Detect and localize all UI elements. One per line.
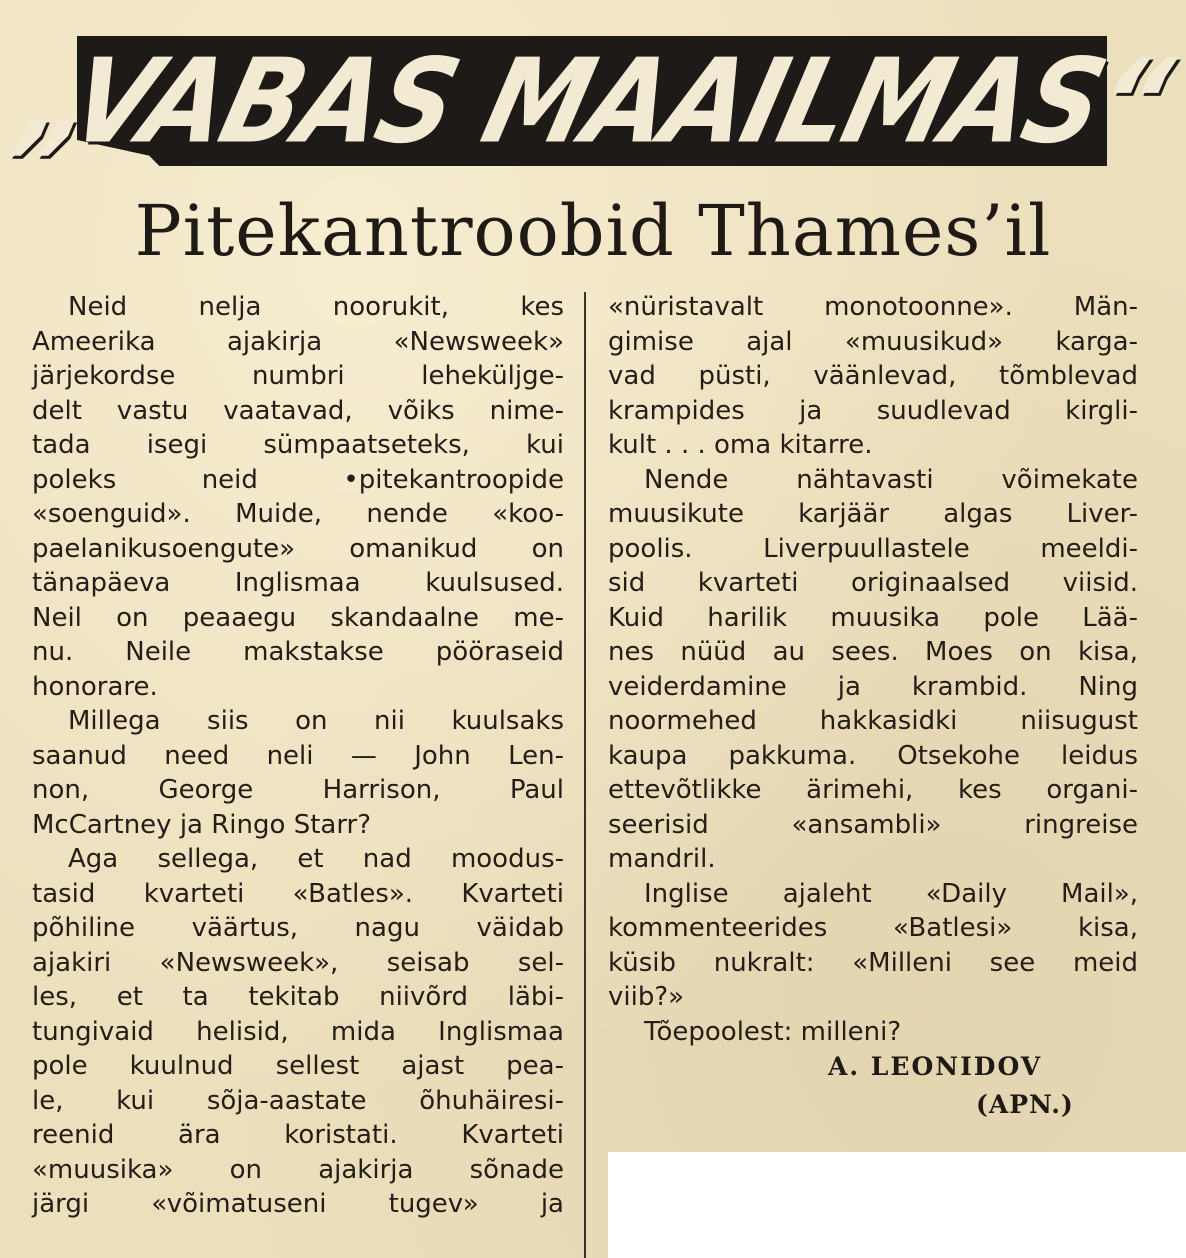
text-line: le, kui sõja-aastate õhuhäiresi- bbox=[32, 1085, 564, 1116]
text-line: kaupa pakkuma. Otsekohe leidus bbox=[608, 740, 1138, 771]
text-line: Inglise ajaleht «Daily Mail», bbox=[644, 878, 1138, 909]
text-line: mandril. bbox=[608, 844, 716, 874]
byline-author: A. LEONIDOV bbox=[828, 1052, 1043, 1081]
text-line: Tõepoolest: milleni? bbox=[644, 1016, 902, 1047]
text-line: järjekordse numbri leheküljge- bbox=[32, 361, 564, 391]
text-line: noormehed hakkasidki niisugust bbox=[608, 706, 1138, 736]
text-line: «nüristavalt monotoonne». Män- bbox=[608, 292, 1138, 322]
text-line: tänapäeva Inglismaa kuulsused. bbox=[32, 568, 564, 598]
text-line: nes nüüd au sees. Moes on kisa, bbox=[608, 637, 1138, 667]
text-line: honorare. bbox=[32, 671, 158, 702]
text-line: gimise ajal «muusikud» karga- bbox=[608, 326, 1138, 357]
text-line: reenid ära koristati. Kvarteti bbox=[32, 1120, 564, 1150]
text-line: ajakiri «Newsweek», seisab sel- bbox=[32, 947, 564, 978]
text-line: «soenguid». Muide, nende «koo- bbox=[32, 499, 564, 529]
text-line: krampides ja suudlevad kirgli- bbox=[608, 395, 1138, 426]
text-line: Nende nähtavasti võimekate bbox=[644, 464, 1138, 495]
text-line: poleks neid •pitekantroopide bbox=[32, 464, 564, 495]
text-line: põhiline väärtus, nagu väidab bbox=[32, 913, 564, 943]
text-line: tada isegi sümpaatseteks, kui bbox=[32, 430, 564, 460]
text-line: paelanikusoengute» omanikud on bbox=[32, 533, 564, 564]
masthead-title: „VABAS MAAILMAS“ bbox=[10, 32, 1182, 170]
text-line: kommenteerides «Batlesi» kisa, bbox=[608, 913, 1138, 943]
text-line: ettevõtlikke ärimehi, kes organi- bbox=[608, 775, 1138, 805]
text-line: McCartney ja Ringo Starr? bbox=[32, 809, 372, 840]
article-column-right bbox=[608, 290, 1138, 1049]
text-line: järgi «võimatuseni tugev» ja bbox=[32, 1189, 564, 1219]
text-line: seerisid «ansambli» ringreise bbox=[608, 809, 1138, 840]
text-line: viib?» bbox=[608, 982, 685, 1012]
text-line: les, et ta tekitab niivõrd läbi- bbox=[32, 982, 564, 1012]
text-line: Neil on peaaegu skandaalne me- bbox=[32, 602, 564, 633]
text-line: Millega siis on nii kuulsaks bbox=[68, 706, 564, 736]
text-line: tungivaid helisid, mida Inglismaa bbox=[32, 1016, 564, 1047]
text-line: delt vastu vaatavad, võiks nime- bbox=[32, 395, 564, 426]
text-line: sid kvarteti originaalsed viisid. bbox=[608, 568, 1138, 598]
article-headline: Pitekantroobid Thames’il bbox=[134, 190, 1052, 272]
column-divider bbox=[584, 292, 586, 1258]
text-line: nu. Neile makstakse pööraseid bbox=[32, 637, 564, 667]
text-line: vad püsti, väänlevad, tõmblevad bbox=[608, 361, 1138, 391]
text-line: pole kuulnud sellest ajast pea- bbox=[32, 1051, 564, 1081]
text-line: Neid nelja noorukit, kes bbox=[68, 292, 564, 322]
text-line: kult . . . oma kitarre. bbox=[608, 430, 873, 460]
text-line: non, George Harrison, Paul bbox=[32, 775, 564, 805]
text-line: muusikute karjäär algas Liver- bbox=[608, 499, 1138, 529]
text-line: poolis. Liverpuullastele meeldi- bbox=[608, 533, 1138, 564]
text-line: tasid kvarteti «Batles». Kvarteti bbox=[32, 878, 564, 909]
text-line: saanud need neli — John Len- bbox=[32, 740, 564, 771]
text-line: veiderdamine ja krambid. Ning bbox=[608, 671, 1138, 702]
text-line: küsib nukralt: «Milleni see meid bbox=[608, 947, 1138, 978]
text-line: Ameerika ajakirja «Newsweek» bbox=[32, 326, 564, 357]
text-line: «muusika» on ajakirja sõnade bbox=[32, 1154, 564, 1185]
article-column-left bbox=[32, 290, 564, 1222]
text-line: Kuid harilik muusika pole Lää- bbox=[608, 602, 1138, 633]
byline-agency: (APN.) bbox=[976, 1090, 1074, 1119]
scan-blank-area bbox=[608, 1152, 1186, 1258]
text-line: Aga sellega, et nad moodus- bbox=[68, 844, 564, 874]
